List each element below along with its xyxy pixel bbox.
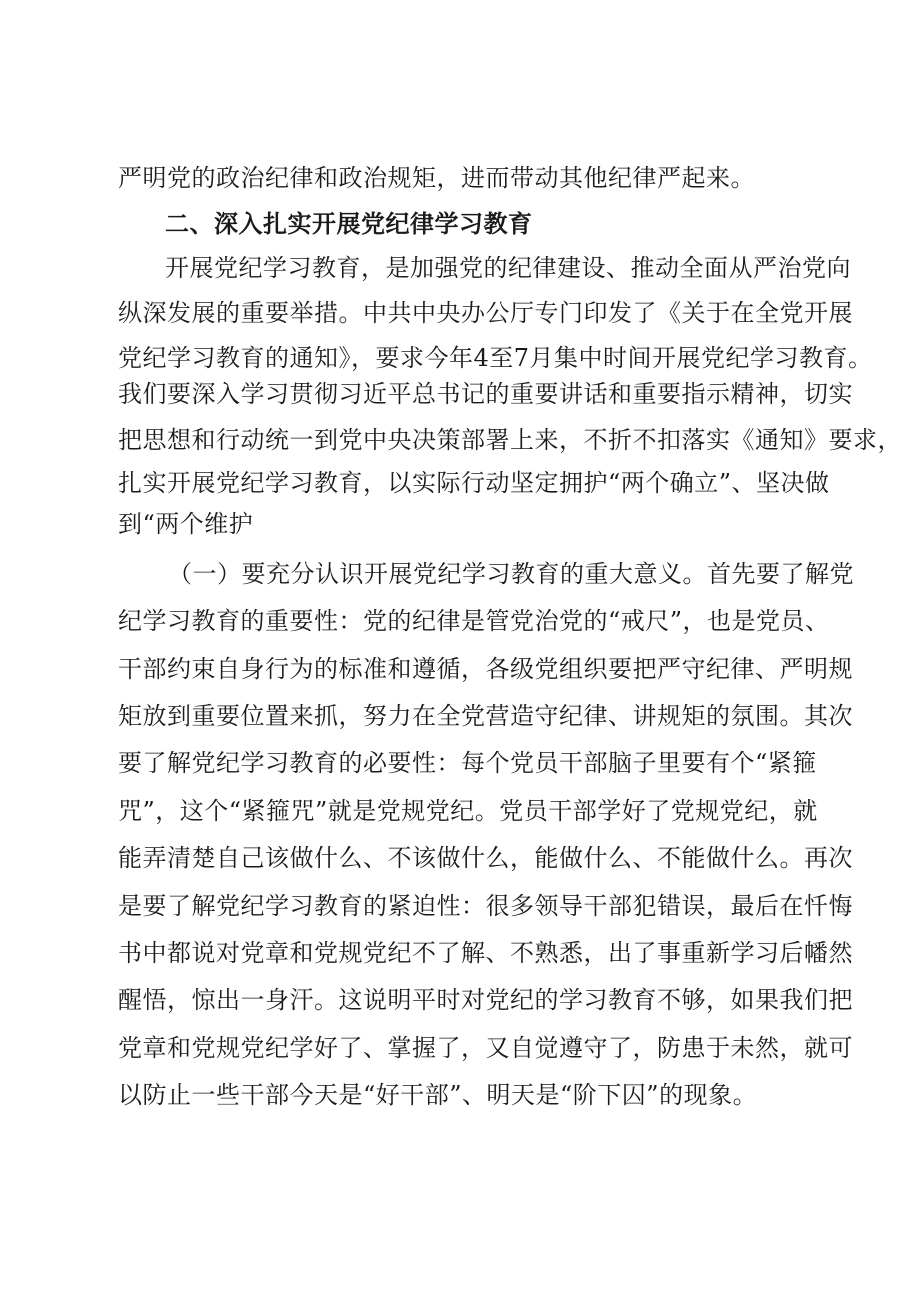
body-text-line: 是要了解党纪学习教育的紧迫性：很多领导干部犯错误，最后在忏悔 bbox=[118, 892, 853, 920]
body-text-line: 扎实开展党纪学习教育，以实际行动坚定拥护“两个确立”、坚决做 bbox=[118, 469, 830, 497]
body-text-line: 纪学习教育的重要性：党的纪律是管党治党的“戒尺”，也是党员、 bbox=[118, 607, 830, 635]
body-text-line: 能弄清楚自己该做什么、不该做什么，能做什么、不能做什么。再次 bbox=[118, 844, 853, 872]
paragraph-first-line: 开展党纪学习教育，是加强党的纪律建设、推动全面从严治党向 bbox=[165, 254, 851, 282]
body-text-line: 党纪学习教育的通知》，要求今年4至7月集中时间开展党纪学习教育。 bbox=[118, 344, 873, 372]
body-text-line: 到“两个维护 bbox=[118, 510, 254, 538]
body-text-line: 要了解党纪学习教育的必要性：每个党员干部脑子里要有个“紧箍 bbox=[118, 749, 817, 777]
body-text-line: 咒”，这个“紧箍咒”就是党规党纪。党员干部学好了党规党纪，就 bbox=[118, 797, 818, 825]
body-text-line: 以防止一些干部今天是“好干部”、明天是“阶下囚”的现象。 bbox=[118, 1081, 758, 1109]
body-text-line: 把思想和行动统一到党中央决策部署上来，不折不扣落实《通知》要求， bbox=[118, 426, 902, 454]
paragraph-first-line: （一）要充分认识开展党纪学习教育的重大意义。首先要了解党 bbox=[168, 560, 854, 588]
body-text-line: 纵深发展的重要举措。中共中央办公厅专门印发了《关于在全党开展 bbox=[118, 299, 853, 327]
section-heading: 二、深入扎实开展党纪律学习教育 bbox=[165, 210, 533, 238]
body-text-line: 严明党的政治纪律和政治规矩，进而带动其他纪律严起来。 bbox=[118, 164, 755, 192]
body-text-line: 矩放到重要位置来抓，努力在全党营造守纪律、讲规矩的氛围。其次 bbox=[118, 702, 853, 730]
body-text-line: 书中都说对党章和党规党纪不了解、不熟悉，出了事重新学习后幡然 bbox=[118, 939, 853, 967]
body-text-line: 党章和党规党纪学好了、掌握了，又自觉遵守了，防患于未然，就可 bbox=[118, 1034, 853, 1062]
body-text-line: 干部约束自身行为的标准和遵循，各级党组织要把严守纪律、严明规 bbox=[118, 655, 853, 683]
body-text-line: 我们要深入学习贯彻习近平总书记的重要讲话和重要指示精神，切实 bbox=[118, 380, 853, 408]
body-text-line: 醒悟，惊出一身汗。这说明平时对党纪的学习教育不够，如果我们把 bbox=[118, 986, 853, 1014]
